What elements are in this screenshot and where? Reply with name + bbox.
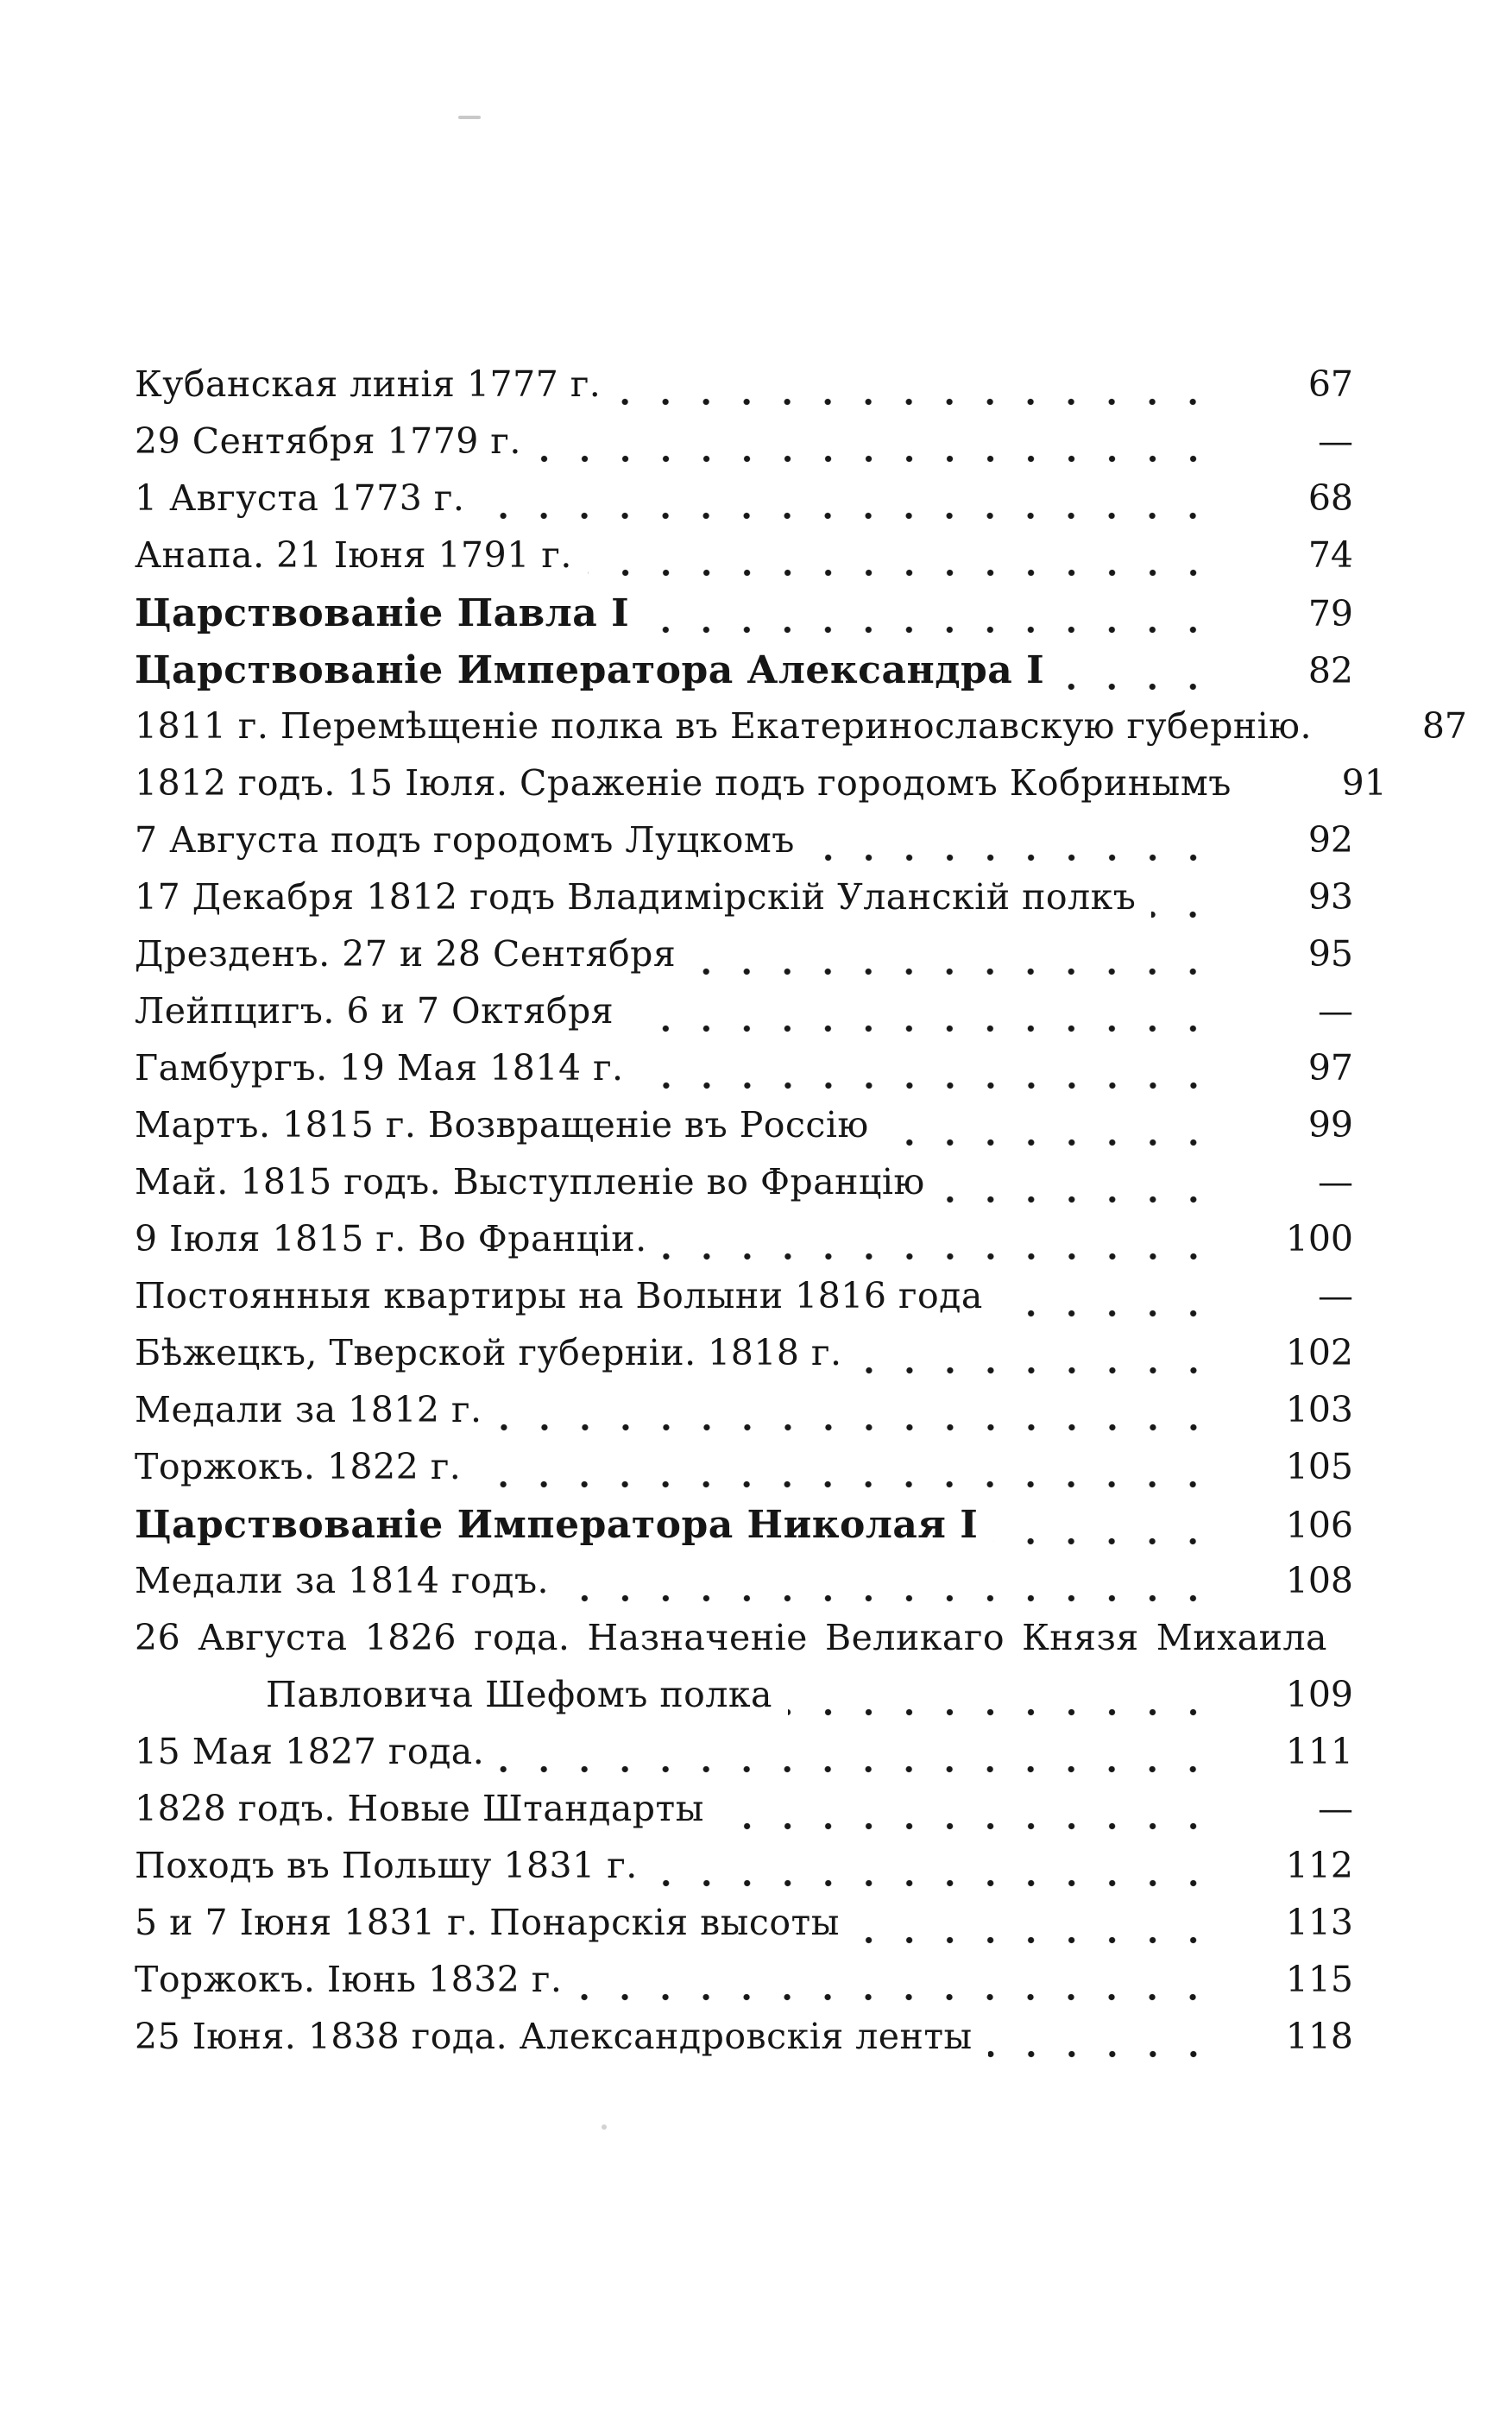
toc-row bbox=[135, 1503, 1353, 1560]
toc-entry-title: Кубанская линія 1777 г. bbox=[135, 363, 602, 405]
toc-page-number: 105 bbox=[1285, 1446, 1353, 1487]
toc-entry-title: 1 Августа 1773 г. bbox=[135, 477, 465, 519]
toc-page-number: 109 bbox=[1285, 1674, 1353, 1715]
toc-row bbox=[135, 1047, 1353, 1104]
toc-entry-title: 17 Декабря 1812 годъ Владимірскій Уланскій полкъ bbox=[135, 876, 1137, 918]
toc-entry-title: 25 Іюня. 1838 года. Александровскія ленты bbox=[135, 2016, 973, 2057]
toc-page-number: — bbox=[1318, 1275, 1353, 1316]
toc-entry-title: 1811 г. Перемѣщеніе полка въ Екатеринославскую губернію. bbox=[135, 705, 1313, 747]
toc-row bbox=[135, 1731, 1353, 1788]
toc-entry-title: 1812 годъ. 15 Іюля. Сраженіе подъ городомъ Кобринымъ bbox=[135, 762, 1232, 804]
toc-row bbox=[135, 420, 1353, 477]
toc-row bbox=[135, 876, 1353, 933]
toc-row bbox=[135, 1332, 1353, 1389]
toc-row bbox=[135, 1674, 1353, 1731]
toc-row bbox=[135, 1902, 1353, 1959]
toc-entry-title: Павловича Шефомъ полка bbox=[266, 1674, 772, 1715]
toc-page-number: 108 bbox=[1285, 1560, 1353, 1601]
toc-row bbox=[135, 1959, 1353, 2016]
toc-entry-title: 26 Августа 1826 года. Назначеніе Великаго Князя Михаила bbox=[135, 1617, 1327, 1658]
toc-page-number: — bbox=[1318, 990, 1353, 1032]
toc-row bbox=[135, 534, 1353, 591]
toc-entry-title: Дрезденъ. 27 и 28 Сентября bbox=[135, 933, 677, 975]
toc-entry-title: 9 Іюля 1815 г. Во Франціи. bbox=[135, 1218, 647, 1259]
toc-entry-title: Постоянныя квартиры на Волыни 1816 года bbox=[135, 1275, 983, 1316]
toc-row bbox=[135, 1275, 1353, 1332]
toc-row bbox=[135, 933, 1353, 990]
toc-entry-title: Царствованіе Императора Николая I bbox=[135, 1503, 979, 1547]
dot-leader bbox=[564, 1594, 1213, 1602]
toc-row bbox=[135, 1617, 1353, 1674]
scan-artifact-dot bbox=[602, 2124, 607, 2130]
toc-entry-title: 29 Сентября 1779 г. bbox=[135, 420, 521, 462]
toc-row bbox=[135, 591, 1353, 648]
dot-leader bbox=[645, 626, 1213, 634]
toc-page-number: 87 bbox=[1421, 705, 1468, 747]
toc-entry-title: Лейпцигъ. 6 и 7 Октября bbox=[135, 990, 614, 1032]
toc-page-number: 82 bbox=[1307, 650, 1353, 691]
dot-leader bbox=[988, 2050, 1213, 2058]
toc-row bbox=[135, 648, 1353, 705]
scan-artifact-dash bbox=[458, 116, 481, 119]
dot-leader bbox=[480, 512, 1213, 520]
toc-entry-title: 7 Августа подъ городомъ Луцкомъ bbox=[135, 819, 795, 861]
toc-page-number: 112 bbox=[1285, 1845, 1353, 1886]
toc-row bbox=[135, 762, 1387, 819]
dot-leader bbox=[537, 455, 1213, 463]
toc-page-number: 79 bbox=[1307, 593, 1353, 634]
toc-entry-title: Царствованіе Императора Александра I bbox=[135, 648, 1045, 692]
toc-page-number: 103 bbox=[1285, 1389, 1353, 1430]
toc-entry-title: 15 Мая 1827 года. bbox=[135, 1731, 485, 1772]
toc-page-number: 99 bbox=[1307, 1104, 1353, 1146]
toc-row bbox=[135, 363, 1353, 420]
dot-leader bbox=[810, 854, 1213, 862]
toc-row bbox=[135, 1560, 1353, 1617]
toc-row bbox=[135, 2016, 1353, 2073]
toc-page-number: 118 bbox=[1285, 2016, 1353, 2057]
toc-page-number: — bbox=[1318, 1788, 1353, 1829]
toc-page-number: — bbox=[1318, 420, 1353, 462]
toc-entry-title: 1828 годъ. Новые Штандарты bbox=[135, 1788, 704, 1829]
dot-leader bbox=[476, 1480, 1213, 1488]
dot-leader bbox=[639, 1082, 1213, 1089]
toc-row bbox=[135, 477, 1353, 534]
toc-entry-title: Анапа. 21 Іюня 1791 г. bbox=[135, 534, 572, 576]
toc-page-number: 113 bbox=[1285, 1902, 1353, 1943]
toc-row bbox=[135, 990, 1353, 1047]
toc-page-number: 95 bbox=[1307, 933, 1353, 975]
dot-leader bbox=[500, 1765, 1213, 1773]
toc-row bbox=[135, 819, 1353, 876]
dot-leader bbox=[1060, 683, 1213, 691]
toc-entry-title: Май. 1815 годъ. Выступленіе во Францію bbox=[135, 1161, 925, 1203]
toc-page-number: 67 bbox=[1307, 363, 1353, 405]
toc-page-number: 106 bbox=[1285, 1505, 1353, 1546]
toc-entry-title: Медали за 1814 годъ. bbox=[135, 1560, 550, 1601]
toc-row bbox=[135, 705, 1468, 762]
dot-leader bbox=[616, 398, 1213, 406]
toc-page-number: 115 bbox=[1285, 1959, 1353, 2000]
toc-page-number: 92 bbox=[1307, 819, 1353, 861]
toc-row bbox=[135, 1788, 1353, 1845]
toc-list bbox=[135, 363, 1468, 2073]
dot-leader bbox=[858, 1367, 1213, 1374]
toc-row bbox=[135, 1389, 1353, 1446]
dot-leader bbox=[691, 968, 1213, 975]
toc-page-number: 74 bbox=[1307, 534, 1353, 576]
toc-entry-title: Походъ въ Польшу 1831 г. bbox=[135, 1845, 638, 1886]
toc-row bbox=[135, 1104, 1353, 1161]
dot-leader bbox=[993, 1537, 1213, 1545]
toc-entry-title: Мартъ. 1815 г. Возвращеніе въ Россію bbox=[135, 1104, 869, 1146]
dot-leader bbox=[653, 1879, 1213, 1887]
dot-leader bbox=[720, 1822, 1213, 1830]
dot-leader bbox=[1151, 911, 1213, 918]
toc-page-number: 111 bbox=[1285, 1731, 1353, 1772]
toc-entry-title: Торжокъ. 1822 г. bbox=[135, 1446, 462, 1487]
toc-row bbox=[135, 1218, 1353, 1275]
dot-leader bbox=[629, 1025, 1213, 1032]
dot-leader bbox=[788, 1708, 1213, 1716]
toc-entry-title: Царствованіе Павла I bbox=[135, 591, 630, 635]
dot-leader bbox=[941, 1196, 1213, 1203]
toc-entry-title: Торжокъ. Іюнь 1832 г. bbox=[135, 1959, 563, 2000]
toc-row bbox=[135, 1446, 1353, 1503]
dot-leader bbox=[855, 1936, 1213, 1944]
toc-page-number: 97 bbox=[1307, 1047, 1353, 1089]
dot-leader bbox=[577, 1993, 1213, 2001]
toc-page-number: 100 bbox=[1285, 1218, 1353, 1259]
dot-leader bbox=[588, 569, 1213, 577]
toc-entry-title: Гамбургъ. 19 Мая 1814 г. bbox=[135, 1047, 624, 1089]
toc-page-number: 93 bbox=[1307, 876, 1353, 918]
dot-leader bbox=[663, 1253, 1213, 1260]
toc-page-number: — bbox=[1318, 1161, 1353, 1203]
toc-row bbox=[135, 1161, 1353, 1218]
toc-page-number: 91 bbox=[1341, 762, 1387, 804]
toc-page-number: 102 bbox=[1285, 1332, 1353, 1373]
dot-leader bbox=[885, 1139, 1213, 1146]
toc-entry-title: Бѣжецкъ, Тверской губерніи. 1818 г. bbox=[135, 1332, 842, 1373]
dot-leader bbox=[498, 1423, 1213, 1431]
toc-entry-title: Медали за 1812 г. bbox=[135, 1389, 482, 1430]
toc-page-number: 68 bbox=[1307, 477, 1353, 519]
toc-row bbox=[135, 1845, 1353, 1902]
toc-entry-title: 5 и 7 Іюня 1831 г. Понарскія высоты bbox=[135, 1902, 840, 1943]
dot-leader bbox=[999, 1310, 1213, 1317]
